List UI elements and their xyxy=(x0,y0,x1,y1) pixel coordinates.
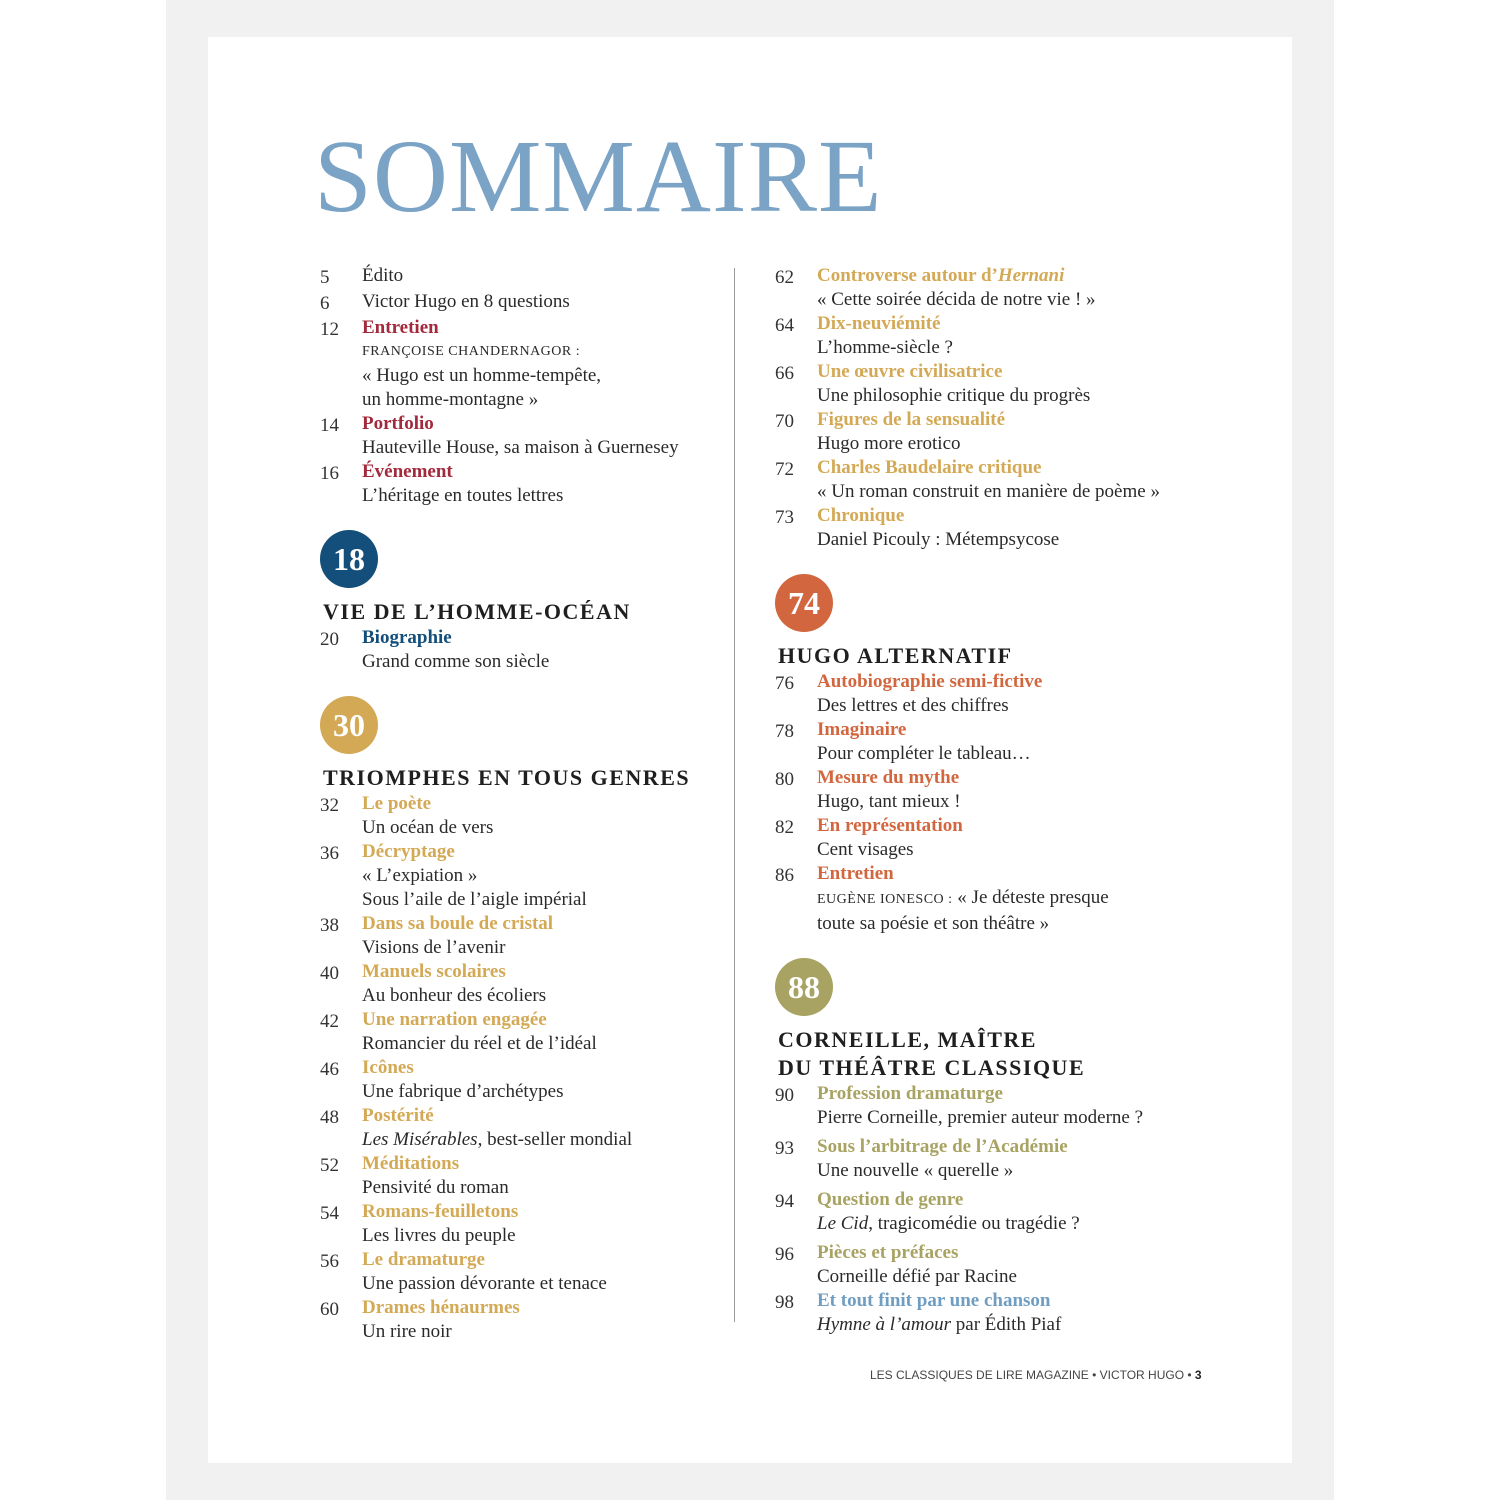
entry-subtitle: Hugo more erotico xyxy=(817,433,961,454)
entry-subtitle: « Hugo est un homme-tempête, xyxy=(362,365,602,386)
toc-entry-96[interactable] xyxy=(775,1241,1195,1289)
page-number: 76 xyxy=(775,673,794,694)
page-number: 94 xyxy=(775,1191,794,1212)
entry-category: Charles Baudelaire critique xyxy=(817,457,1042,478)
entry-category: Mesure du mythe xyxy=(817,767,960,788)
page-number: 56 xyxy=(320,1251,339,1272)
toc-entry-12[interactable] xyxy=(320,316,740,412)
entry-subtitle: toute sa poésie et son théâtre » xyxy=(817,913,1050,934)
page-number: 86 xyxy=(775,865,794,886)
toc-entry-20[interactable] xyxy=(320,626,740,674)
toc-entry-82[interactable] xyxy=(775,814,1195,862)
entry-author: FRANÇOISE CHANDERNAGOR : xyxy=(362,344,581,359)
page-number: 96 xyxy=(775,1244,794,1265)
entry-category: Manuels scolaires xyxy=(362,961,506,982)
toc-entry-78[interactable] xyxy=(775,718,1195,766)
entry-subtitle: Une fabrique d’archétypes xyxy=(362,1081,564,1102)
entry-subtitle: Au bonheur des écoliers xyxy=(362,985,547,1006)
section-title: TRIOMPHES EN TOUS GENRES xyxy=(323,765,691,790)
page-number: 66 xyxy=(775,363,794,384)
entry-subtitle: Une philosophie critique du progrès xyxy=(817,385,1091,406)
page-number: 16 xyxy=(320,463,339,484)
entry-subtitle: Pierre Corneille, premier auteur moderne ? xyxy=(817,1107,1144,1128)
page-number: 36 xyxy=(320,843,339,864)
section-title: CORNEILLE, MAÎTRE xyxy=(778,1027,1037,1052)
entry-category: Icônes xyxy=(362,1057,414,1078)
page-number: 93 xyxy=(775,1138,794,1159)
entry-subtitle: L’héritage en toutes lettres xyxy=(362,485,564,506)
section-badge-74: 74 xyxy=(775,574,833,632)
page-number: 72 xyxy=(775,459,794,480)
toc-entry-72[interactable] xyxy=(775,456,1195,504)
entry-subtitle: Une passion dévorante et tenace xyxy=(362,1273,607,1294)
footer-text: LES CLASSIQUES DE LIRE MAGAZINE • VICTOR HUGO • xyxy=(870,1368,1195,1382)
toc-entry-52[interactable] xyxy=(320,1152,740,1200)
toc-entry-14[interactable] xyxy=(320,412,740,460)
page-title: SOMMAIRE xyxy=(314,119,883,234)
entry-category: Figures de la sensualité xyxy=(817,409,1006,430)
entry-subtitle: « L’expiation » xyxy=(362,865,478,886)
toc-entry-66[interactable] xyxy=(775,360,1195,408)
toc-entry-86[interactable] xyxy=(775,862,1195,936)
entry-category: Romans-feuilletons xyxy=(362,1201,519,1222)
entry-category: Profession dramaturge xyxy=(817,1083,1003,1104)
entry-subtitle: Corneille défié par Racine xyxy=(817,1266,1017,1287)
page-number: 64 xyxy=(775,315,794,336)
entry-subtitle: un homme-montagne » xyxy=(362,389,539,410)
entry-category xyxy=(817,264,1195,288)
page-number: 73 xyxy=(775,507,794,528)
entry-subtitle: Pensivité du roman xyxy=(362,1177,509,1198)
footer-page-number: 3 xyxy=(1194,1368,1202,1382)
toc-entry-40[interactable] xyxy=(320,960,740,1008)
entry-category: Décryptage xyxy=(362,841,455,862)
page-number: 82 xyxy=(775,817,794,838)
entry-category: Dix-neuviémité xyxy=(817,313,941,334)
entry-subtitle: « Cette soirée décida de notre vie ! » xyxy=(817,289,1096,310)
entry-category: Question de genre xyxy=(817,1189,964,1210)
entry-subtitle xyxy=(362,1128,740,1152)
toc-entry-42[interactable] xyxy=(320,1008,740,1056)
right-column xyxy=(775,264,1195,1337)
entry-category: Méditations xyxy=(362,1153,460,1174)
entry-category: Une œuvre civilisatrice xyxy=(817,361,1003,382)
entry-category: Sous l’arbitrage de l’Académie xyxy=(817,1136,1068,1157)
section-badge-18: 18 xyxy=(320,530,378,588)
toc-entry-38[interactable] xyxy=(320,912,740,960)
page-number: 48 xyxy=(320,1107,339,1128)
entry-subtitle: Un rire noir xyxy=(362,1321,452,1342)
toc-entry-32[interactable] xyxy=(320,792,740,840)
toc-entry-46[interactable] xyxy=(320,1056,740,1104)
page-number: 42 xyxy=(320,1011,339,1032)
entry-category: Le dramaturge xyxy=(362,1249,485,1270)
entry-category: Portfolio xyxy=(362,413,434,434)
entry-category: Une narration engagée xyxy=(362,1009,547,1030)
section-badge-30: 30 xyxy=(320,696,378,754)
page-number: 90 xyxy=(775,1085,794,1106)
page-number: 80 xyxy=(775,769,794,790)
entry-title: Édito xyxy=(362,265,404,286)
entry-category: Biographie xyxy=(362,627,452,648)
entry-subtitle: Grand comme son siècle xyxy=(362,651,550,672)
toc-entry-98[interactable] xyxy=(775,1289,1195,1337)
page-number: 12 xyxy=(320,319,339,340)
toc-entry-60[interactable] xyxy=(320,1296,740,1344)
subtitle-rest: « Je déteste presque xyxy=(952,887,1109,908)
section-title: DU THÉÂTRE CLASSIQUE xyxy=(778,1055,1086,1080)
entry-author: EUGÈNE IONESCO : xyxy=(817,892,953,907)
entry-subtitle: Les livres du peuple xyxy=(362,1225,516,1246)
entry-subtitle: Hugo, tant mieux ! xyxy=(817,791,961,812)
page-number: 38 xyxy=(320,915,339,936)
entry-category: Drames hénaurmes xyxy=(362,1297,520,1318)
subtitle-rest: , best-seller mondial xyxy=(477,1129,633,1150)
toc-entry-94[interactable] xyxy=(775,1188,1195,1236)
entry-subtitle: Une nouvelle « querelle » xyxy=(817,1160,1014,1181)
toc-entry-80[interactable] xyxy=(775,766,1195,814)
entry-category: Chronique xyxy=(817,505,905,526)
entry-category: Imaginaire xyxy=(817,719,907,740)
category-text: Controverse autour d’ xyxy=(817,265,998,286)
entry-subtitle: L’homme-siècle ? xyxy=(817,337,953,358)
page-number: 5 xyxy=(320,267,330,288)
entry-subtitle xyxy=(817,886,1195,912)
toc-entry-48[interactable] xyxy=(320,1104,740,1152)
toc-entry-93[interactable] xyxy=(775,1135,1195,1183)
entry-category: Autobiographie semi-fictive xyxy=(817,671,1043,692)
toc-entry-76[interactable] xyxy=(775,670,1195,718)
toc-entry-54[interactable] xyxy=(320,1200,740,1248)
entry-subtitle: Visions de l’avenir xyxy=(362,937,506,958)
page-number: 32 xyxy=(320,795,339,816)
entry-subtitle xyxy=(817,1212,1195,1236)
left-column xyxy=(320,264,740,1344)
toc-entry-6[interactable] xyxy=(320,290,740,316)
entry-subtitle: Daniel Picouly : Métempsycose xyxy=(817,529,1060,550)
toc-entry-36[interactable] xyxy=(320,840,740,912)
entry-category: Événement xyxy=(362,461,453,482)
entry-category: Pièces et préfaces xyxy=(817,1242,959,1263)
entry-category: Et tout finit par une chanson xyxy=(817,1290,1051,1311)
entry-subtitle: Des lettres et des chiffres xyxy=(817,695,1009,716)
section-title: HUGO ALTERNATIF xyxy=(778,643,1013,668)
book-title: Les Misérables xyxy=(362,1129,478,1150)
page-number: 14 xyxy=(320,415,339,436)
entry-subtitle: Hauteville House, sa maison à Guernesey xyxy=(362,437,679,458)
entry-subtitle: Romancier du réel et de l’idéal xyxy=(362,1033,597,1054)
toc-entry-90[interactable] xyxy=(775,1082,1195,1130)
entry-category: Dans sa boule de cristal xyxy=(362,913,554,934)
entry-subtitle: Pour compléter le tableau… xyxy=(817,743,1031,764)
song-title: Hymne à l’amour xyxy=(817,1314,952,1335)
page-number: 40 xyxy=(320,963,339,984)
entry-subtitle: Sous l’aile de l’aigle impérial xyxy=(362,889,587,910)
page-number: 52 xyxy=(320,1155,339,1176)
toc-entry-73[interactable] xyxy=(775,504,1195,552)
toc-entry-56[interactable] xyxy=(320,1248,740,1296)
toc-entry-64[interactable] xyxy=(775,312,1195,360)
page-number: 98 xyxy=(775,1292,794,1313)
subtitle-rest: par Édith Piaf xyxy=(951,1314,1062,1335)
page-number: 46 xyxy=(320,1059,339,1080)
page-footer xyxy=(870,1368,1202,1382)
page-number: 20 xyxy=(320,629,339,650)
page-number: 54 xyxy=(320,1203,339,1224)
toc-entry-5[interactable] xyxy=(320,264,740,290)
entry-category: Postérité xyxy=(362,1105,434,1126)
play-title: Le Cid xyxy=(817,1213,869,1234)
subtitle-rest: , tragicomédie ou tragédie ? xyxy=(868,1213,1080,1234)
entry-subtitle: Cent visages xyxy=(817,839,914,860)
entry-category: Entretien xyxy=(817,863,894,884)
toc-entry-16[interactable] xyxy=(320,460,740,508)
page-number: 6 xyxy=(320,293,330,314)
entry-category: Le poète xyxy=(362,793,432,814)
entry-title: Victor Hugo en 8 questions xyxy=(362,291,570,312)
section-title: VIE DE L’HOMME-OCÉAN xyxy=(323,599,631,624)
entry-subtitle: Un océan de vers xyxy=(362,817,494,838)
page-number: 78 xyxy=(775,721,794,742)
entry-category: En représentation xyxy=(817,815,963,836)
entry-category: Entretien xyxy=(362,317,439,338)
entry-subtitle xyxy=(817,1313,1195,1337)
page-number: 70 xyxy=(775,411,794,432)
toc-entry-70[interactable] xyxy=(775,408,1195,456)
page-number: 62 xyxy=(775,267,794,288)
entry-subtitle: « Un roman construit en manière de poème » xyxy=(817,481,1160,502)
category-italic: Hernani xyxy=(997,265,1065,286)
section-badge-88: 88 xyxy=(775,958,833,1016)
toc-entry-62[interactable] xyxy=(775,264,1195,312)
page-number: 60 xyxy=(320,1299,339,1320)
